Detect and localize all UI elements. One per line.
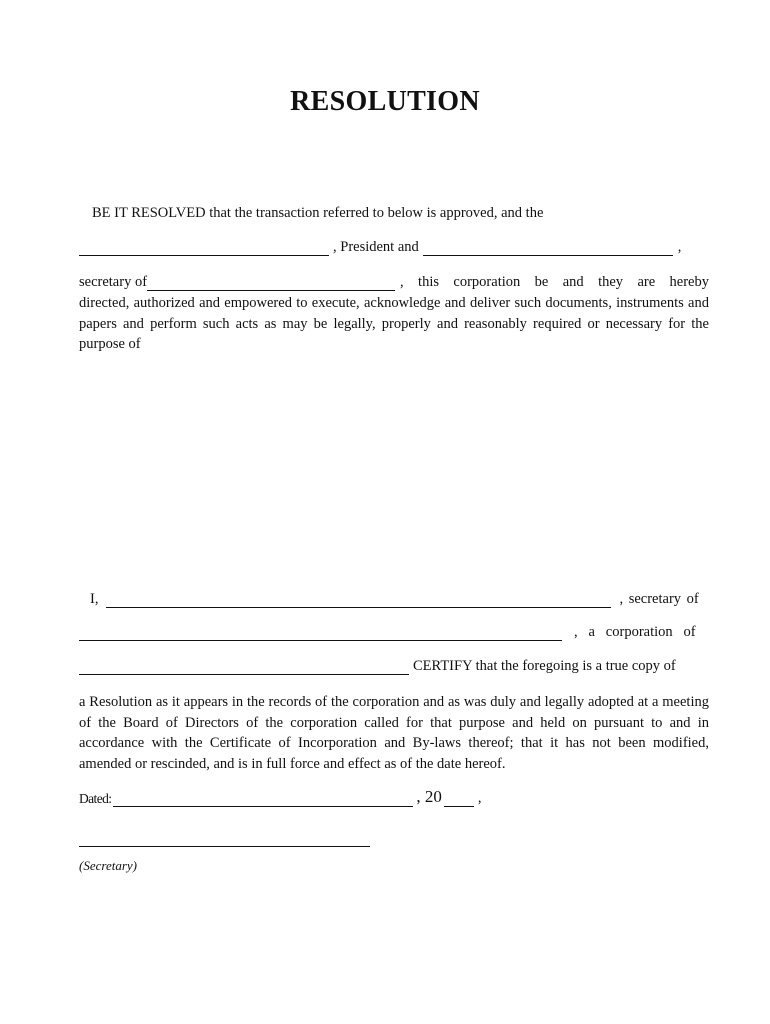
cert-corp-of: , a corporation of [574, 624, 696, 640]
certifier-name-field[interactable] [106, 594, 611, 608]
para2-body: a Resolution as it appears in the records of the corporation and as was duly and legally adopted at a meeting of the Board of Directors of the corporation called for that purpose and held on pursuant to and in accordance with the Certificate of Incorporation and By-laws thereof; that it has not been modified, amended or rescinded, and is in full force and effect as of the date hereof. [79, 694, 709, 772]
cert-certify: CERTIFY that the foregoing is a true copy of [413, 658, 676, 674]
dated-label: Dated: [79, 791, 112, 806]
secretary-name-field[interactable] [147, 277, 395, 291]
corporation-name-field[interactable] [79, 627, 562, 641]
line-end-comma: , [677, 239, 682, 255]
corporation-row [79, 624, 696, 641]
cert-secretary-of: , secretary of [619, 591, 699, 607]
resolved-intro: BE IT RESOLVED that the transaction referred to below is approved, and the [92, 205, 544, 221]
dated-end-comma: , [477, 790, 482, 806]
document-title: RESOLUTION [290, 86, 480, 117]
para1-body: directed, authorized and empowered to execute, acknowledge and deliver such documents, instruments and papers and perform such acts as may be legally, properly and reasonably required or necessary for the purpose of [79, 295, 709, 352]
para1-rest: , this corporation be and they are hereby [400, 274, 709, 290]
secretary-signature-label: (Secretary) [79, 858, 137, 873]
cert-i-label: I, [90, 591, 99, 607]
signature-line[interactable] [79, 846, 370, 847]
name-field[interactable] [79, 242, 329, 256]
officers-row [79, 239, 681, 256]
date-field[interactable] [113, 793, 413, 807]
president-name-field[interactable] [423, 242, 673, 256]
president-label: , President and [333, 239, 419, 255]
state-field[interactable] [79, 661, 409, 675]
secretary-of-label: secretary of [79, 274, 148, 290]
dated-row [79, 787, 482, 807]
dated-20: , 20 [416, 787, 442, 806]
purpose-area[interactable] [79, 370, 709, 570]
year-field[interactable] [444, 793, 474, 807]
secretary-row [79, 274, 709, 291]
state-row [79, 658, 676, 675]
certifier-row [90, 591, 707, 608]
